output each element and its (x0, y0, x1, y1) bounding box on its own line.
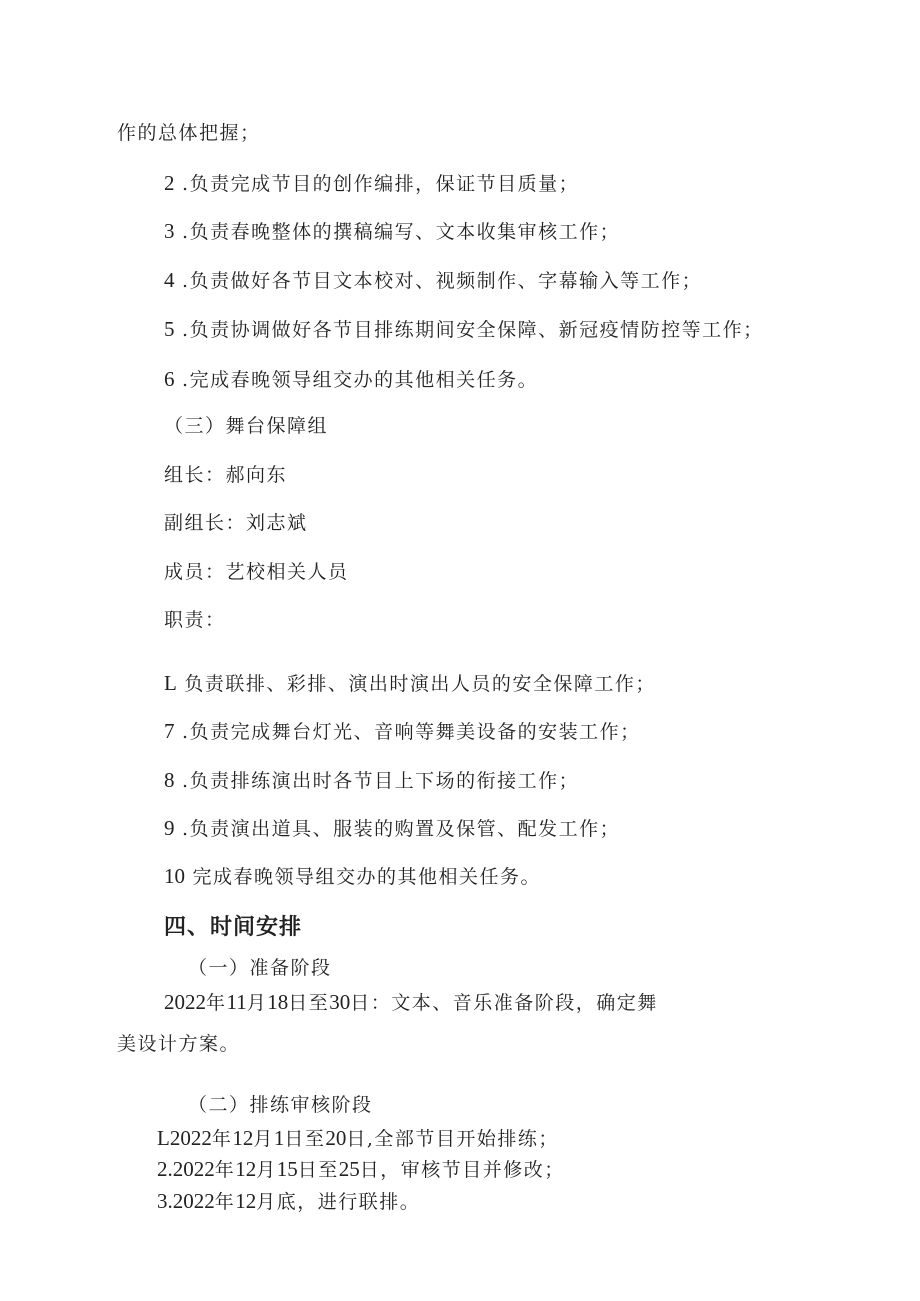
rehearsal-segment-text: 年 (211, 1128, 233, 1150)
item-number: 5 (164, 317, 175, 341)
prep-segment-number: 30 (329, 990, 351, 1014)
item-text: .负责演出道具、服装的购置及保管、配发工作； (182, 818, 621, 840)
rehearsal-segment-number: 15 (276, 1157, 298, 1181)
rehearsal-segment-text: 年 (214, 1191, 236, 1213)
prep-stage-heading: （一）准备阶段 (188, 957, 332, 979)
item-text: .负责春晚整体的撰稿编写、文本收集审核工作； (182, 221, 621, 243)
list-item (164, 863, 541, 890)
prep-segment-text: 日：文本、音乐准备阶段，确定舞 (350, 992, 658, 1014)
rehearsal-segment-text: 日至 (284, 1128, 326, 1150)
continuation-line: 作的总体把握； (117, 122, 261, 144)
item-number: 8 (164, 768, 175, 792)
section-heading: 四、时间安排 (164, 915, 303, 940)
rehearsal-segment-number: 25 (338, 1157, 360, 1181)
prep-segment-text: 年 (206, 992, 227, 1014)
item-number: 4 (164, 268, 175, 292)
prep-segment-text: 日至 (288, 992, 330, 1014)
group-leader: 组长：郝向东 (164, 464, 288, 486)
item-number: 6 (164, 367, 175, 391)
list-item (164, 218, 620, 245)
stage-group-heading: （三）舞台保障组 (164, 415, 329, 437)
item-text: .完成春晚领导组交办的其他相关任务。 (182, 369, 539, 391)
rehearsal-segment-number: 20 (325, 1126, 347, 1150)
list-item (164, 267, 702, 294)
list-item (164, 767, 579, 794)
rehearsal-stage-heading: （二）排练审核阶段 (188, 1094, 373, 1116)
rehearsal-item (157, 1156, 565, 1183)
rehearsal-segment-number: 12 (235, 1189, 257, 1213)
list-item (164, 815, 620, 842)
rehearsal-segment-number: 3.2022 (157, 1189, 215, 1213)
item-number: 7 (164, 719, 175, 743)
item-text: 完成春晚领导组交办的其他相关任务。 (192, 866, 542, 888)
rehearsal-item (157, 1188, 420, 1215)
item-number: 9 (164, 816, 175, 840)
item-text: .负责完成舞台灯光、音响等舞美设备的安装工作； (182, 721, 641, 743)
rehearsal-segment-text: 日至 (297, 1159, 339, 1181)
item-text: .负责排练演出时各节目上下场的衔接工作； (182, 770, 580, 792)
prep-segment-number: 2022 (164, 990, 206, 1014)
list-item (164, 718, 641, 745)
group-members: 成员：艺校相关人员 (164, 561, 349, 583)
rehearsal-segment-text: 日，审核节目并修改； (359, 1159, 565, 1181)
rehearsal-segment-text: 月底，进行联排。 (256, 1191, 421, 1213)
rehearsal-segment-text: 月 (253, 1128, 274, 1150)
prep-stage-text-cont: 美设计方案。 (117, 1033, 241, 1055)
list-item (164, 316, 764, 343)
item-text: .负责协调做好各节目排练期间安全保障、新冠疫情防控等工作； (182, 319, 764, 341)
deputy-leader: 副组长：刘志斌 (164, 512, 308, 534)
prep-segment-number: 18 (267, 990, 289, 1014)
rehearsal-segment-text: 年 (214, 1159, 236, 1181)
duty-label: 职责： (164, 609, 226, 631)
item-number: 3 (164, 219, 175, 243)
prep-stage-text (164, 989, 658, 1016)
list-item (164, 670, 656, 697)
prep-segment-number: 11 (226, 990, 247, 1014)
rehearsal-segment-text: 日,全部节目开始排练； (346, 1128, 559, 1150)
rehearsal-segment-text: 月 (256, 1159, 277, 1181)
rehearsal-segment-number: 1 (273, 1126, 285, 1150)
item-text: 负责联排、彩排、演出时演出人员的安全保障工作； (184, 673, 656, 695)
rehearsal-segment-number: 12 (235, 1157, 257, 1181)
item-text: .负责做好各节目文本校对、视频制作、字幕输入等工作； (182, 270, 703, 292)
item-number: 2 (164, 171, 175, 195)
rehearsal-segment-number: 12 (232, 1126, 254, 1150)
rehearsal-segment-number: L2022 (157, 1126, 212, 1150)
item-text: .负责完成节目的创作编排，保证节目质量； (182, 173, 580, 195)
list-item (164, 170, 579, 197)
item-number: 10 (164, 864, 185, 888)
list-item (164, 366, 538, 393)
prep-segment-text: 月 (246, 992, 268, 1014)
rehearsal-segment-number: 2.2022 (157, 1157, 215, 1181)
rehearsal-item (157, 1125, 559, 1152)
item-number: L (164, 671, 177, 695)
